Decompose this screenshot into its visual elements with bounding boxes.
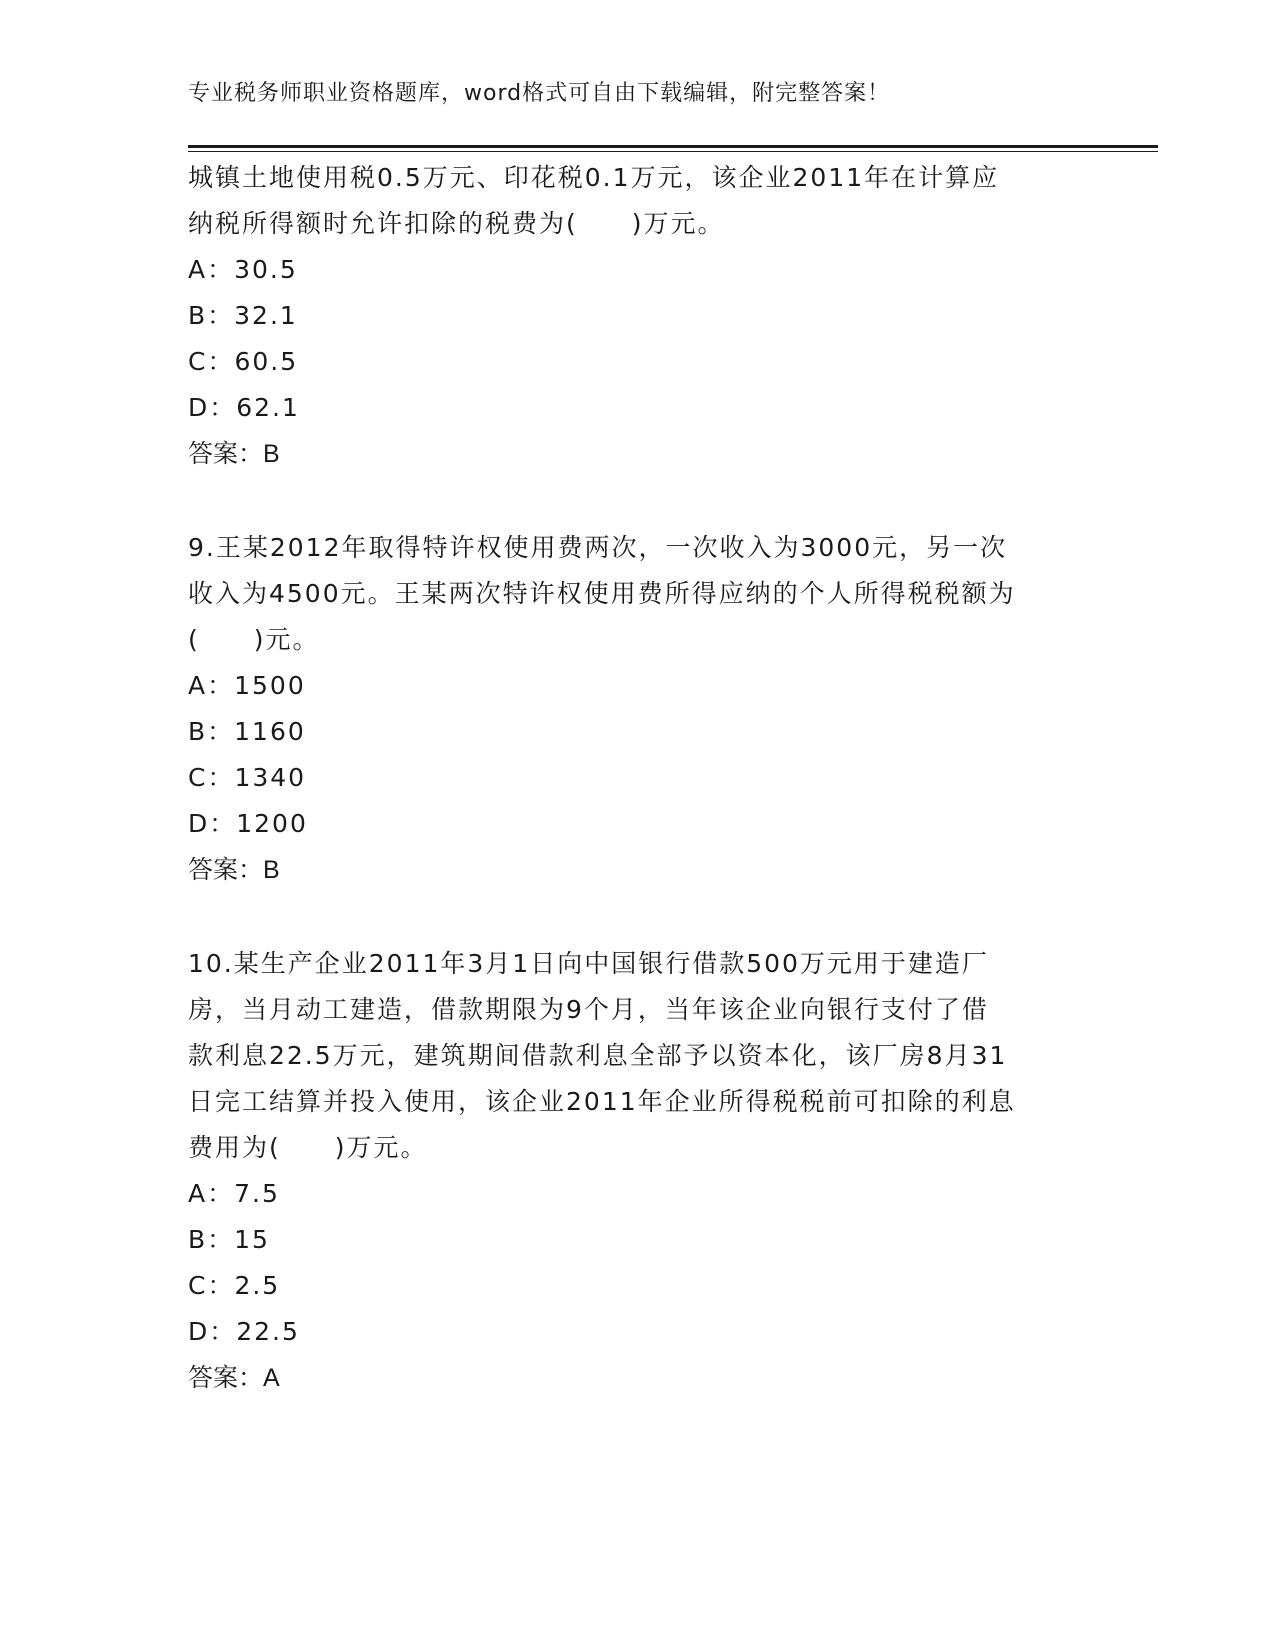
answer: 答案：B [188,440,280,468]
option-b: B：1160 [188,717,306,746]
header-rule-thin [188,151,1158,152]
question-text-line: 日完工结算并投入使用，该企业2011年企业所得税税前可扣除的利息 [188,1087,1016,1116]
option-b: B：32.1 [188,301,298,330]
question-text-line: 9.王某2012年取得特许权使用费两次，一次收入为3000元，另一次 [188,533,1008,562]
question-text-line: 收入为4500元。王某两次特许权使用费所得应纳的个人所得税税额为 [188,579,1016,608]
question-text-line: 纳税所得额时允许扣除的税费为( )万元。 [188,209,725,238]
option-a: A：1500 [188,671,306,700]
option-d: D：1200 [188,809,308,838]
spacer [188,477,1088,525]
option-a: A：30.5 [188,255,298,284]
question-text-line: 城镇土地使用税0.5万元、印花税0.1万元，该企业2011年在计算应 [188,163,1000,192]
option-c: C：1340 [188,763,307,792]
option-c: C：2.5 [188,1271,281,1300]
option-d: D：62.1 [188,393,300,422]
header-rule-thick [188,145,1158,148]
spacer [188,893,1088,941]
question-text-line: 款利息22.5万元，建筑期间借款利息全部予以资本化，该厂房8月31 [188,1041,1008,1070]
option-c: C：60.5 [188,347,299,376]
question-9 [188,525,1088,893]
question-8 [188,155,1088,477]
answer: 答案：B [188,856,280,884]
question-text-line: 费用为( )万元。 [188,1133,428,1162]
option-d: D：22.5 [188,1317,300,1346]
answer: 答案：A [188,1364,280,1392]
question-10 [188,941,1088,1401]
page-header: 专业税务师职业资格题库，word格式可自由下载编辑，附完整答案！ [188,81,891,106]
question-text-line: ( )元。 [188,625,320,654]
document-body [188,155,1088,1401]
question-text-line: 房，当月动工建造，借款期限为9个月，当年该企业向银行支付了借 [188,995,989,1024]
option-b: B：15 [188,1225,270,1254]
question-text-line: 10.某生产企业2011年3月1日向中国银行借款500万元用于建造厂 [188,949,989,978]
option-a: A：7.5 [188,1179,280,1208]
